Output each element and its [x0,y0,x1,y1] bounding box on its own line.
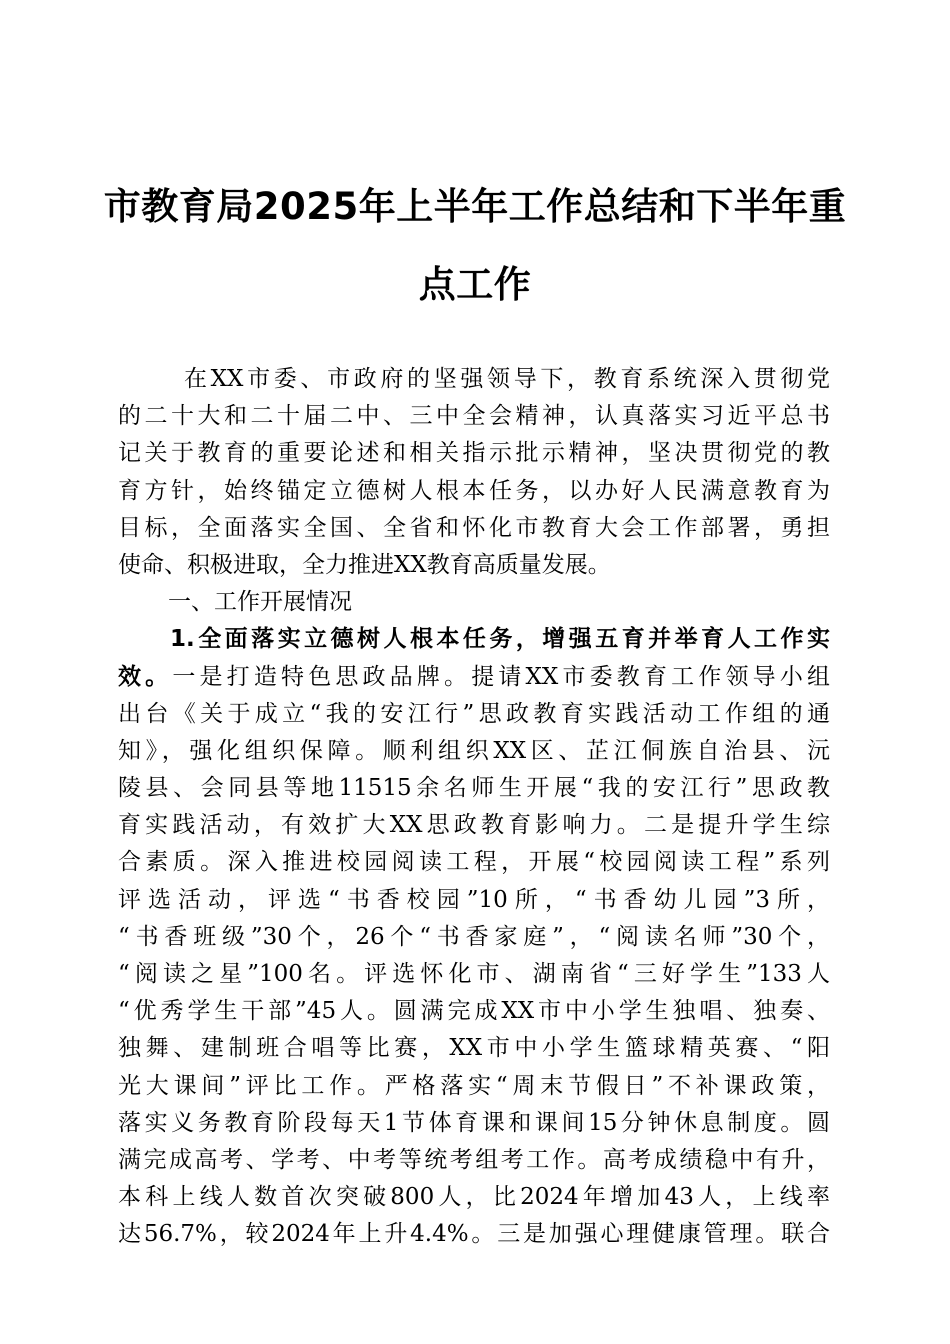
item1-line: 育实践活动，有效扩大XX思政教育影响力。二是提升学生综 [118,812,830,839]
intro-line: 记关于教育的重要论述和相关指示批示精神，坚决贯彻党的教 [118,440,830,467]
item1-line [118,659,830,696]
item1-line: 落实义务教育阶段每天1节体育课和课间15分钟休息制度。圆 [118,1109,830,1136]
intro-line: 目标，全面落实全国、全省和怀化市教育大会工作部署，勇担 [118,514,830,541]
item1-line: 陵县、会同县等地11515余名师生开展“我的安江行”思政教 [118,775,830,802]
item1-line: 评选活动，评选“书香校园”10所，“书香幼儿园”3所， [118,886,830,913]
title-line-2: 点工作 [418,263,532,306]
item1-line-rest: 一是打造特色思政品牌。提请XX市委教育工作领导小组 [172,663,831,690]
item1-bold-title: 1.全面落实立德树人根本任务，增强五育并举育人工作实 [170,626,830,653]
intro-line: 的二十大和二十届二中、三中全会精神，认真落实习近平总书 [118,403,830,430]
item1-line: 独舞、建制班合唱等比赛，XX市中小学生篮球精英赛、“阳 [118,1035,830,1062]
document-body [118,361,830,1254]
item1-line: 本科上线人数首次突破800人，比2024年增加43人，上线率 [118,1184,830,1211]
item1-line: “优秀学生干部”45人。圆满完成XX市中小学生独唱、独奏、 [118,998,830,1025]
intro-line: 育方针，始终锚定立德树人根本任务，以办好人民满意教育为 [118,477,830,504]
item1-line: 合素质。深入推进校园阅读工程，开展“校园阅读工程”系列 [118,849,830,876]
intro-line: 在XX市委、市政府的坚强领导下，教育系统深入贯彻党 [184,366,830,392]
item1-line: 光大课间”评比工作。严格落实“周末节假日”不补课政策， [118,1072,830,1099]
item1-line: “阅读之星”100名。评选怀化市、湖南省“三好学生”133人 [118,961,830,987]
item1-line: “书香班级”30个，26个“书香家庭”，“阅读名师”30个， [118,923,830,950]
title-line-1: 市教育局2025年上半年工作总结和下半年重 [103,185,847,228]
item1-line: 出台《关于成立“我的安江行”思政教育实践活动工作组的通 [118,700,830,727]
item1-line: 达56.7%，较2024年上升4.4%。三是加强心理健康管理。联合 [118,1221,830,1248]
item1-line: 满完成高考、学考、中考等统考组考工作。高考成绩稳中有升， [118,1146,830,1173]
intro-line: 使命、积极进取，全力推进XX教育高质量发展。 [118,551,611,578]
item1-line: 知》，强化组织保障。顺利组织XX区、芷江侗族自治县、沅 [118,737,830,764]
document-title [100,168,850,324]
section-heading: 一、工作开展情况 [168,589,352,616]
item1-bold-suffix: 效。 [118,663,173,690]
